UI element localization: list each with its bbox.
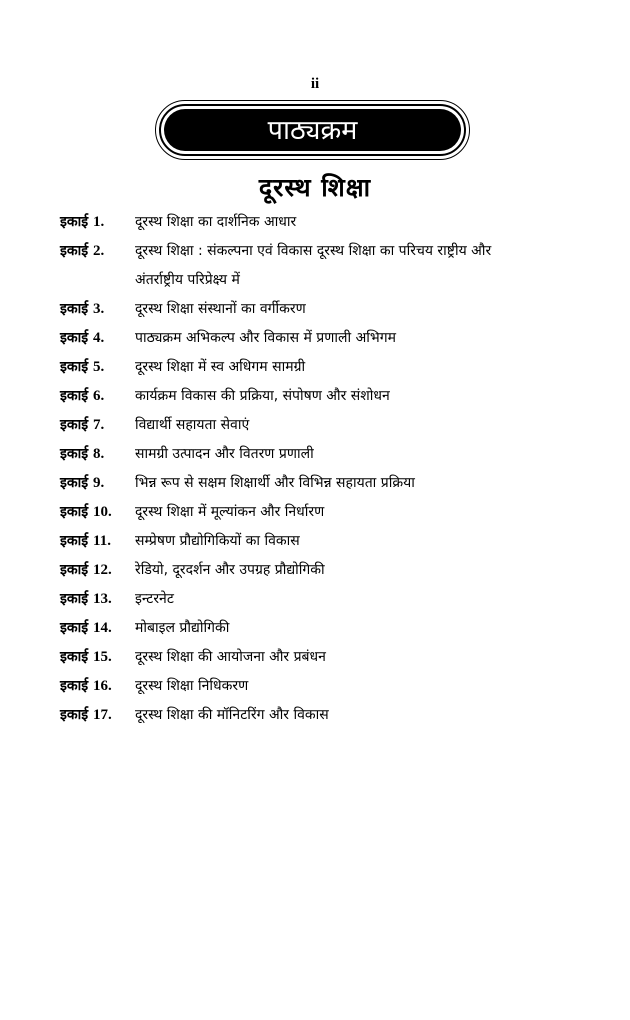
banner-border (159, 104, 466, 156)
unit-label: इकाई 7. (60, 417, 105, 433)
unit-item (60, 411, 540, 440)
unit-item (60, 208, 540, 237)
unit-item (60, 440, 540, 469)
unit-title: दूरस्थ शिक्षा : संकल्पना एवं विकास दूरस्थ शिक्षा का परिचय राष्ट्रीय और अंतर्राष्ट्रीय परिप्रेक्ष्य में (135, 243, 492, 288)
unit-label: इकाई 5. (60, 359, 105, 375)
unit-title: पाठ्यक्रम अभिकल्प और विकास में प्रणाली अभिगम (135, 330, 397, 346)
unit-title: भिन्न रूप से सक्षम शिक्षार्थी और विभिन्न सहायता प्रक्रिया (135, 475, 415, 491)
unit-label: इकाई 13. (60, 591, 112, 607)
unit-label: इकाई 2. (60, 243, 105, 259)
unit-item (60, 237, 540, 295)
units-list (60, 208, 540, 730)
unit-item (60, 527, 540, 556)
unit-item (60, 469, 540, 498)
unit-title: दूरस्थ शिक्षा में मूल्यांकन और निर्धारण (135, 504, 325, 520)
unit-label: इकाई 11. (60, 533, 111, 549)
banner-title: पाठ्यक्रम (267, 114, 358, 146)
unit-title: दूरस्थ शिक्षा संस्थानों का वर्गीकरण (135, 301, 306, 317)
unit-title: दूरस्थ शिक्षा का दार्शनिक आधार (135, 214, 297, 230)
banner-fill (164, 109, 461, 151)
unit-title: दूरस्थ शिक्षा में स्व अधिगम सामग्री (135, 359, 306, 375)
unit-title: दूरस्थ शिक्षा निधिकरण (135, 678, 249, 694)
unit-title: मोबाइल प्रौद्योगिकी (135, 620, 230, 636)
unit-title: रेडियो, दूरदर्शन और उपग्रह प्रौद्योगिकी (135, 562, 325, 578)
unit-title: दूरस्थ शिक्षा की आयोजना और प्रबंधन (135, 649, 326, 665)
unit-title: विद्यार्थी सहायता सेवाएं (135, 417, 250, 433)
page-number: ii (310, 76, 320, 92)
unit-item (60, 324, 540, 353)
unit-label: इकाई 8. (60, 446, 105, 462)
unit-label: इकाई 3. (60, 301, 105, 317)
unit-label: इकाई 1. (60, 214, 105, 230)
unit-title: दूरस्थ शिक्षा की मॉनिटरिंग और विकास (135, 707, 329, 723)
unit-label: इकाई 14. (60, 620, 112, 636)
subject-title: दूरस्थ शिक्षा (258, 173, 372, 202)
unit-title: सम्प्रेषण प्रौद्योगिकियों का विकास (135, 533, 300, 549)
unit-title: सामग्री उत्पादन और वितरण प्रणाली (135, 446, 314, 462)
unit-label: इकाई 6. (60, 388, 105, 404)
unit-label: इकाई 16. (60, 678, 112, 694)
unit-label: इकाई 17. (60, 707, 112, 723)
unit-title: इन्टरनेट (135, 591, 174, 607)
unit-item (60, 382, 540, 411)
unit-item (60, 353, 540, 382)
syllabus-banner (155, 100, 470, 160)
unit-item (60, 614, 540, 643)
unit-item (60, 701, 540, 730)
unit-label: इकाई 15. (60, 649, 112, 665)
unit-label: इकाई 9. (60, 475, 105, 491)
unit-label: इकाई 10. (60, 504, 112, 520)
unit-item (60, 672, 540, 701)
unit-title: कार्यक्रम विकास की प्रक्रिया, संपोषण और संशोधन (135, 388, 390, 404)
unit-item (60, 295, 540, 324)
unit-item (60, 643, 540, 672)
unit-label: इकाई 4. (60, 330, 105, 346)
unit-item (60, 498, 540, 527)
unit-label: इकाई 12. (60, 562, 112, 578)
unit-item (60, 585, 540, 614)
unit-item (60, 556, 540, 585)
